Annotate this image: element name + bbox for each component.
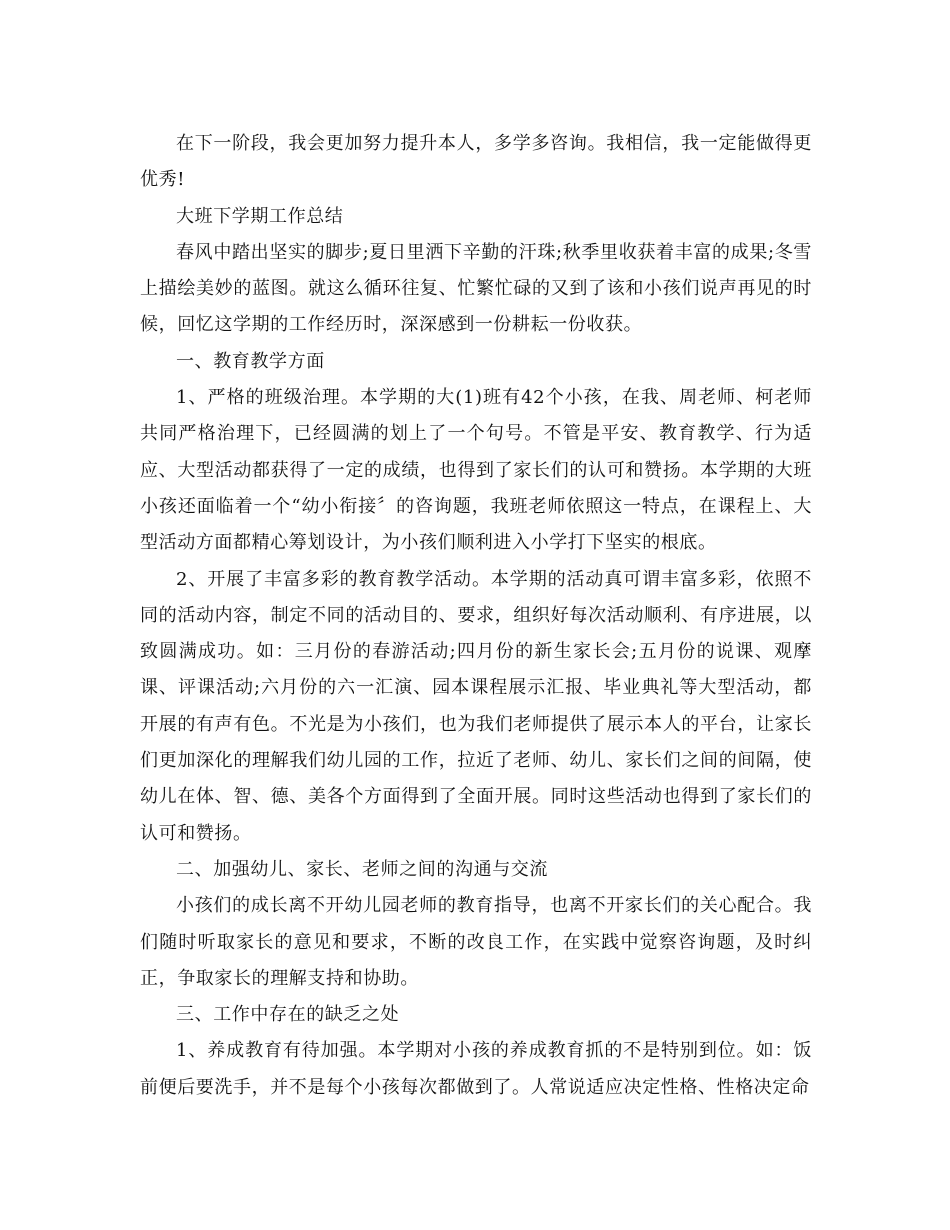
paragraph-closing-remark: 在下一阶段，我会更加努力提升本人，多学多咨询。我相信，我一定能做得更优秀! — [140, 133, 812, 191]
paragraph-activities: 2、开展了丰富多彩的教育教学活动。本学期的活动真可谓丰富多彩，依照不同的活动内容，制定不同的活动目的、要求，组织好每次活动顺利、有序进展，以致圆满成功。如：三月份的春游活动;四月份的新生家长会;五月份的说课、观摩课、评课活动;六月份的六一汇演、园本课程展示汇报、毕业典礼等大型活动，都开展的有声有色。不光是为小孩们，也为我们老师提供了展示本人的平台，让家长们更加深化的理解我们幼儿园的工作，拉近了老师、幼儿、家长们之间的间隔，使幼儿在体、智、德、美各个方面得到了全面开展。同时这些活动也得到了家长们的认可和赞扬。 — [140, 568, 812, 844]
paragraph-habits: 1、养成教育有待加强。本学期对小孩的养成教育抓的不是特别到位。如：饭前便后要洗手，并不是每个小孩每次都做到了。人常说适应决定性格、性格决定命 — [140, 1040, 812, 1098]
document-page — [140, 126, 812, 1106]
paragraph-intro: 春风中踏出坚实的脚步;夏日里洒下辛勤的汗珠;秋季里收获着丰富的成果;冬雪上描绘美妙的蓝图。就这么循环往复、忙繁忙碌的又到了该和小孩们说声再见的时候，回忆这学期的工作经历时，深深感到一份耕耘一份收获。 — [140, 241, 812, 336]
paragraph-class-management: 1、严格的班级治理。本学期的大(1)班有42个小孩，在我、周老师、柯老师共同严格治理下，已经圆满的划上了一个句号。不管是平安、教育教学、行为适应、大型活动都获得了一定的成绩，也得到了家长们的认可和赞扬。本学期的大班小孩还面临着一个“幼小衔接〞的咨询题，我班老师依照这一特点，在课程上、大型活动方面都精心筹划设计，为小孩们顺利进入小学打下坚实的根底。 — [140, 387, 812, 554]
heading-communication: 二、加强幼儿、家长、老师之间的沟通与交流 — [176, 858, 548, 880]
paragraph-communication: 小孩们的成长离不开幼儿园老师的教育指导，也离不开家长们的关心配合。我们随时听取家长的意见和要求，不断的改良工作，在实践中觉察咨询题，及时纠正，争取家长的理解支持和协助。 — [140, 895, 812, 989]
heading-teaching: 一、教育教学方面 — [176, 350, 325, 372]
section-title: 大班下学期工作总结 — [176, 205, 344, 227]
heading-shortcomings: 三、工作中存在的缺乏之处 — [176, 1004, 400, 1026]
